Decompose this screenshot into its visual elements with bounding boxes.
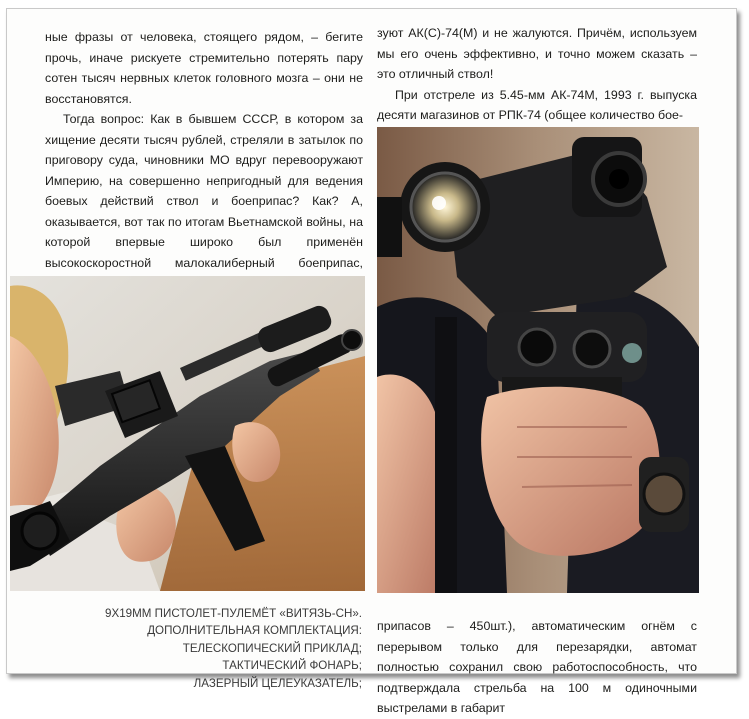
- right-paragraph-2: При отстреле из 5.45-мм АК-74М, 1993 г. выпуска десяти магазинов от РПК-74 (общее количество бое-: [377, 87, 697, 122]
- left-paragraph-2: Тогда вопрос: Как в бывшем СССР, в котором за хищение десяти тысяч рублей, стреляли в затылок по приговору суда, чиновники МО вдруг перевооружают Империю, на совершенно непригодный для ведения боевых действий ствол и боеприпас? Как? А, оказывается, вот так по итогам Вьетнамской войны, на которой впервые широко был применён высокоскоростной малокалиберный боеприпас,: [45, 112, 363, 270]
- right-photo-illustration: [377, 127, 699, 593]
- left-photo: [10, 276, 365, 591]
- caption-line: 9Х19ММ ПИСТОЛЕТ-ПУЛЕМЁТ «ВИТЯЗЬ-СН».: [105, 607, 362, 620]
- right-bottom-paragraph: припасов – 450шт.), автоматическим огнём с перерывом только для перезарядки, автомат полностью сохранил свою работоспособность, что подтверждала стрельба на 100 м одиночными выстрелами в габарит: [377, 619, 697, 715]
- right-bottom-text: [377, 616, 697, 719]
- right-photo: [377, 127, 699, 593]
- caption-line: ТАКТИЧЕСКИЙ ФОНАРЬ;: [222, 659, 362, 673]
- right-paragraph-1: зуют АК(С)-74(М) и не жалуются. Причём, используем мы его очень эффективно, и точно можем сказать – это отличный ствол!: [377, 26, 697, 81]
- magazine-page: [6, 8, 737, 715]
- left-photo-illustration: [10, 276, 365, 591]
- right-text-column: [377, 23, 697, 126]
- left-paragraph-1: ные фразы от человека, стоящего рядом, – бегите прочь, иначе рискуете стремительно потерять пару сотен тысяч нервных клеток головного мозга – они не восстановятся.: [45, 30, 363, 106]
- caption-line: ДОПОЛНИТЕЛЬНАЯ КОМПЛЕКТАЦИЯ:: [147, 624, 362, 638]
- caption-line: ТЕЛЕСКОПИЧЕСКИЙ ПРИКЛАД;: [182, 641, 362, 655]
- photo-caption: [67, 605, 362, 692]
- caption-line: ЛАЗЕРНЫЙ ЦЕЛЕУКАЗАТЕЛЬ;: [193, 676, 362, 690]
